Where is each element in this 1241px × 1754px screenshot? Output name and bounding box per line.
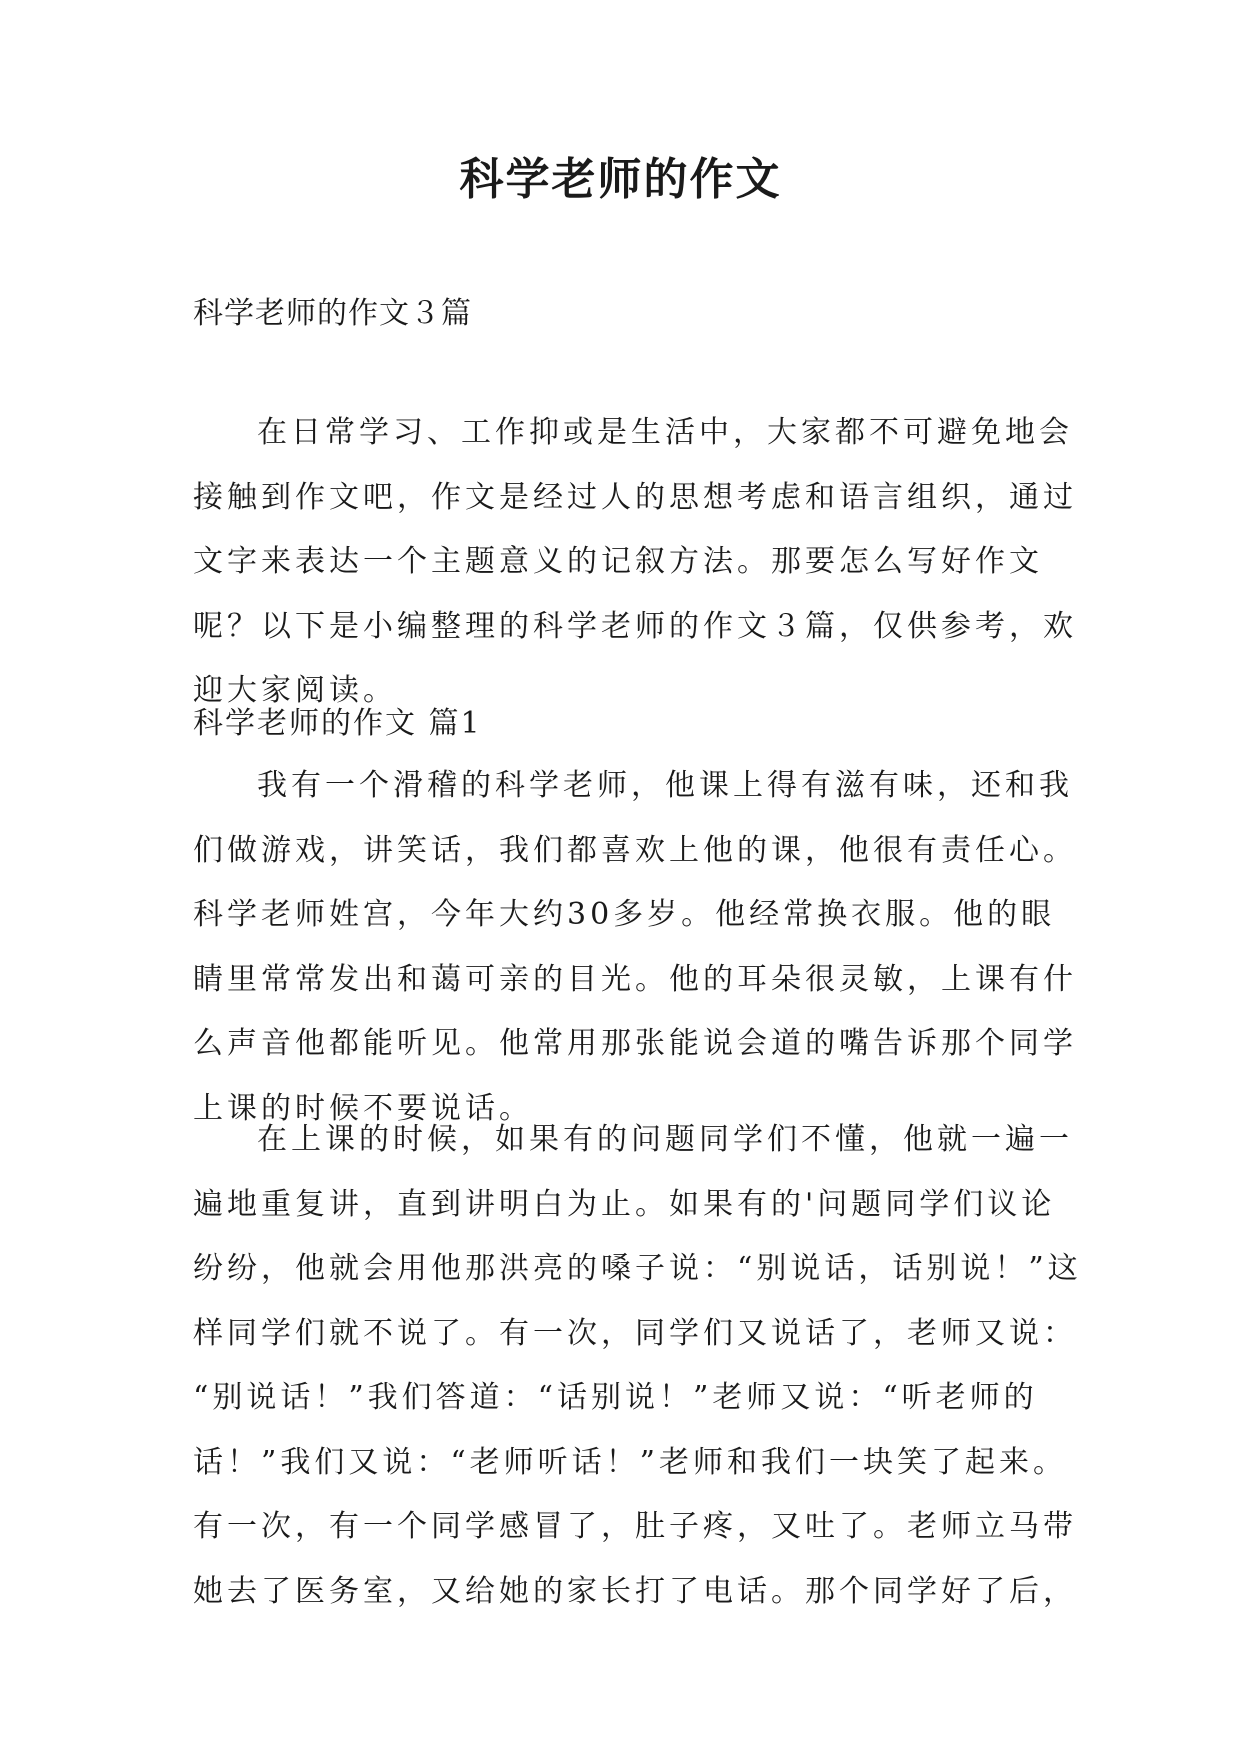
document-title: 科学老师的作文 — [459, 154, 782, 205]
paragraph-line: 睛里常常发出和蔼可亲的目光。他的耳朵很灵敏，上课有什 — [193, 961, 1077, 997]
intro-line: 接触到作文吧，作文是经过人的思想考虑和语言组织，通过 — [193, 479, 1077, 515]
paragraph-line: 她去了医务室，又给她的家长打了电话。那个同学好了后， — [193, 1573, 1077, 1609]
paragraph-line: 我有一个滑稽的科学老师，他课上得有滋有味，还和我 — [257, 768, 1073, 803]
paragraph-line: 样同学们就不说了。有一次，同学们又说话了，老师又说： — [193, 1315, 1077, 1351]
paragraph-line: 们做游戏，讲笑话，我们都喜欢上他的课，他很有责任心。 — [193, 832, 1077, 868]
paragraph-line: “别说话！”我们答道：“话别说！”老师又说：“听老师的 — [193, 1380, 1038, 1415]
intro-line: 文字来表达一个主题意义的记叙方法。那要怎么写好作文 — [193, 544, 1043, 579]
paragraph-line: 有一次，有一个同学感冒了，肚子疼，又吐了。老师立马带 — [193, 1509, 1077, 1544]
paragraph-line: 在上课的时候，如果有的问题同学们不懂，他就一遍一 — [257, 1122, 1073, 1157]
paragraph-line: 上课的时候不要说话。 — [193, 1090, 533, 1126]
section-heading: 科学老师的作文 篇1 — [193, 706, 482, 741]
body-paragraph-2 — [193, 1108, 1082, 1624]
intro-line: 迎大家阅读。 — [193, 673, 397, 708]
paragraph-line: 话！”我们又说：“老师听话！”老师和我们一块笑了起来。 — [193, 1444, 1068, 1480]
paragraph-line: 科学老师姓宫，今年大约30多岁。他经常换衣服。他的眼 — [193, 897, 1056, 932]
intro-line: 呢？以下是小编整理的科学老师的作文３篇，仅供参考，欢 — [193, 608, 1077, 644]
paragraph-line: 么声音他都能听见。他常用那张能说会道的嘴告诉那个同学 — [193, 1026, 1077, 1061]
paragraph-line: 纷纷，他就会用他那洪亮的嗓子说：“别说话，话别说！”这 — [193, 1251, 1082, 1286]
document-subtitle: 科学老师的作文３篇 — [193, 296, 472, 331]
body-paragraph-1 — [193, 754, 1077, 1141]
intro-paragraph — [193, 401, 1077, 724]
paragraph-line: 遍地重复讲，直到讲明白为止。如果有的'问题同学们议论 — [193, 1186, 1056, 1222]
intro-line: 在日常学习、工作抑或是生活中，大家都不可避免地会 — [257, 415, 1073, 450]
